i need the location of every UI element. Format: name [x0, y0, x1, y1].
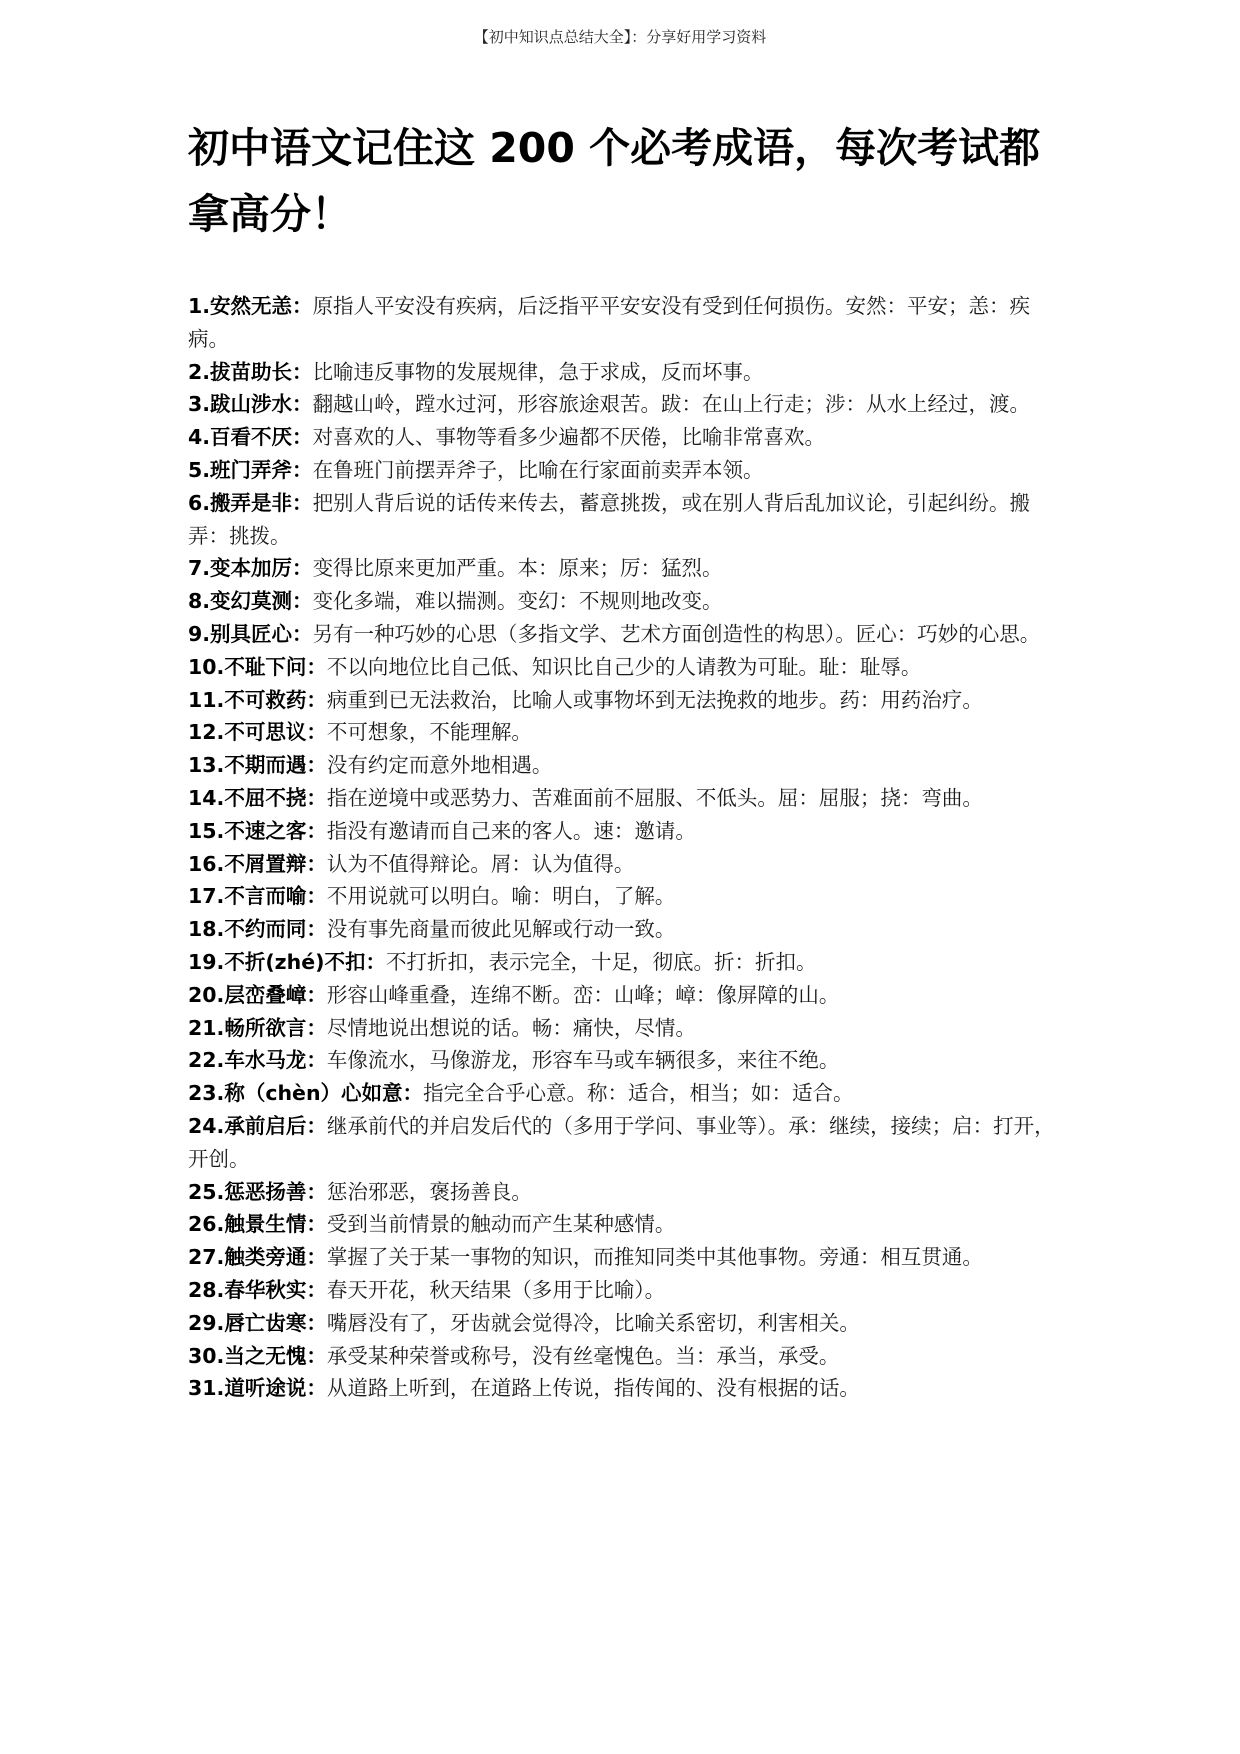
idiom-term: 7.变本加厉： — [188, 556, 313, 581]
idiom-definition: 继承前代的并启发后代的（多用于学问、事业等）。承：继续，接续；启：打开，开创。 — [188, 1113, 1055, 1171]
idiom-definition: 另有一种巧妙的心思（多指文学、艺术方面创造性的构思）。匠心：巧妙的心思。 — [312, 621, 1041, 646]
idiom-term: 31.道听途说： — [188, 1376, 327, 1401]
idiom-list — [188, 290, 1056, 1405]
idiom-term: 3.跋山涉水： — [188, 392, 313, 417]
idiom-entry — [188, 1044, 1056, 1077]
page-title: 初中语文记住这 200 个必考成语，每次考试都拿高分！ — [188, 124, 1041, 238]
idiom-definition: 没有约定而意外地相遇。 — [326, 753, 553, 778]
idiom-entry — [188, 356, 1056, 389]
idiom-term: 8.变幻莫测： — [188, 589, 313, 614]
idiom-entry — [188, 848, 1056, 881]
idiom-definition: 春天开花，秋天结果（多用于比喻）。 — [326, 1277, 666, 1302]
idiom-definition: 变化多端，难以揣测。变幻：不规则地改变。 — [312, 589, 723, 614]
idiom-definition: 掌握了关于某一事物的知识，而推知同类中其他事物。旁通：相互贯通。 — [326, 1245, 983, 1270]
idiom-entry — [188, 880, 1056, 913]
idiom-definition: 形容山峰重叠，连绵不断。峦：山峰；嶂：像屏障的山。 — [326, 982, 840, 1007]
idiom-definition: 把别人背后说的话传来传去，蓄意挑拨，或在别人背后乱加议论，引起纠纷。搬弄：挑拨。 — [188, 490, 1031, 548]
idiom-definition: 从道路上听到，在道路上传说，指传闻的、没有根据的话。 — [326, 1376, 860, 1401]
idiom-definition: 没有事先商量而彼此见解或行动一致。 — [326, 917, 676, 942]
idiom-entry — [188, 651, 1056, 684]
idiom-definition: 嘴唇没有了，牙齿就会觉得冷，比喻关系密切，利害相关。 — [326, 1310, 860, 1335]
idiom-entry — [188, 1012, 1056, 1045]
idiom-entry — [188, 716, 1056, 749]
idiom-entry — [188, 1372, 1056, 1405]
idiom-term: 30.当之无愧： — [188, 1343, 327, 1368]
idiom-term: 9.别具匠心： — [188, 621, 313, 646]
idiom-entry — [188, 946, 1056, 979]
idiom-term: 12.不可思议： — [188, 720, 327, 745]
idiom-term: 6.搬弄是非： — [188, 490, 313, 515]
idiom-definition: 指完全合乎心意。称：适合，相当；如：适合。 — [423, 1081, 854, 1106]
idiom-definition: 翻越山岭，蹚水过河，形容旅途艰苦。跋：在山上行走；涉：从水上经过，渡。 — [312, 392, 1031, 417]
idiom-term: 23.称（chèn）心如意： — [188, 1081, 424, 1106]
idiom-term: 20.层峦叠嶂： — [188, 982, 327, 1007]
idiom-definition: 病重到已无法救治，比喻人或事物坏到无法挽救的地步。药：用药治疗。 — [326, 687, 983, 712]
idiom-definition: 对喜欢的人、事物等看多少遍都不厌倦，比喻非常喜欢。 — [312, 425, 826, 450]
idiom-term: 1.安然无恙： — [188, 294, 313, 318]
idiom-entry — [188, 552, 1056, 585]
idiom-term: 18.不约而同： — [188, 917, 327, 942]
idiom-entry — [188, 782, 1056, 815]
idiom-term: 5.班门弄斧： — [188, 457, 313, 482]
idiom-term: 28.春华秋实： — [188, 1277, 327, 1302]
idiom-definition: 原指人平安没有疾病，后泛指平平安安没有受到任何损伤。安然：平安；恙：疾病。 — [188, 294, 1031, 351]
idiom-term: 27.触类旁通： — [188, 1245, 327, 1270]
idiom-entry — [188, 1176, 1056, 1209]
idiom-term: 4.百看不厌： — [188, 425, 313, 450]
idiom-term: 29.唇亡齿寒： — [188, 1310, 327, 1335]
idiom-term: 24.承前启后： — [188, 1113, 327, 1138]
idiom-entry — [188, 1307, 1056, 1340]
idiom-term: 14.不屈不挠： — [188, 785, 327, 810]
idiom-entry — [188, 1340, 1056, 1373]
idiom-definition: 受到当前情景的触动而产生某种感情。 — [326, 1212, 676, 1237]
idiom-term: 11.不可救药： — [188, 687, 327, 712]
idiom-definition: 承受某种荣誉或称号，没有丝毫愧色。当：承当，承受。 — [326, 1343, 840, 1368]
idiom-entry — [188, 1274, 1056, 1307]
idiom-entry — [188, 979, 1056, 1012]
idiom-term: 16.不屑置辩： — [188, 851, 327, 876]
idiom-term: 15.不速之客： — [188, 818, 327, 843]
idiom-definition: 不用说就可以明白。喻：明白，了解。 — [326, 884, 676, 909]
idiom-entry — [188, 1208, 1056, 1241]
idiom-entry — [188, 290, 1056, 356]
idiom-term: 22.车水马龙： — [188, 1048, 327, 1073]
idiom-term: 26.触景生情： — [188, 1212, 327, 1237]
idiom-definition: 在鲁班门前摆弄斧子，比喻在行家面前卖弄本领。 — [312, 457, 764, 482]
idiom-definition: 车像流水，马像游龙，形容车马或车辆很多，来往不绝。 — [326, 1048, 840, 1073]
idiom-entry — [188, 388, 1056, 421]
idiom-definition: 认为不值得辩论。屑：认为值得。 — [326, 851, 635, 876]
idiom-term: 2.拔苗助长： — [188, 359, 313, 384]
idiom-term: 10.不耻下问： — [188, 654, 327, 679]
idiom-term: 19.不折(zhé)不扣： — [188, 949, 386, 974]
idiom-entry — [188, 487, 1056, 553]
idiom-term: 17.不言而喻： — [188, 884, 327, 909]
idiom-term: 13.不期而遇： — [188, 753, 327, 778]
idiom-entry — [188, 749, 1056, 782]
idiom-entry — [188, 913, 1056, 946]
idiom-definition: 惩治邪恶，褒扬善良。 — [326, 1179, 532, 1204]
idiom-entry — [188, 454, 1056, 487]
idiom-definition: 指没有邀请而自己来的客人。速：邀请。 — [326, 818, 696, 843]
idiom-entry — [188, 1241, 1056, 1274]
idiom-definition: 变得比原来更加严重。本：原来；厉：猛烈。 — [312, 556, 723, 581]
idiom-definition: 指在逆境中或恶势力、苦难面前不屈服、不低头。屈：屈服；挠：弯曲。 — [326, 785, 983, 810]
idiom-definition: 不可想象，不能理解。 — [326, 720, 532, 745]
idiom-entry — [188, 618, 1056, 651]
idiom-term: 25.惩恶扬善： — [188, 1179, 327, 1204]
idiom-definition: 不以向地位比自己低、知识比自己少的人请教为可耻。耻：耻辱。 — [326, 654, 922, 679]
idiom-entry — [188, 585, 1056, 618]
idiom-definition: 尽情地说出想说的话。畅：痛快，尽情。 — [326, 1015, 696, 1040]
idiom-definition: 不打折扣，表示完全，十足，彻底。折：折扣。 — [385, 949, 817, 974]
idiom-entry — [188, 1110, 1056, 1176]
page-header: 【初中知识点总结大全】：分享好用学习资料 — [473, 28, 767, 46]
idiom-entry — [188, 684, 1056, 717]
idiom-entry — [188, 421, 1056, 454]
idiom-definition: 比喻违反事物的发展规律，急于求成，反而坏事。 — [312, 359, 764, 384]
idiom-term: 21.畅所欲言： — [188, 1015, 327, 1040]
idiom-entry — [188, 815, 1056, 848]
idiom-entry — [188, 1077, 1056, 1110]
